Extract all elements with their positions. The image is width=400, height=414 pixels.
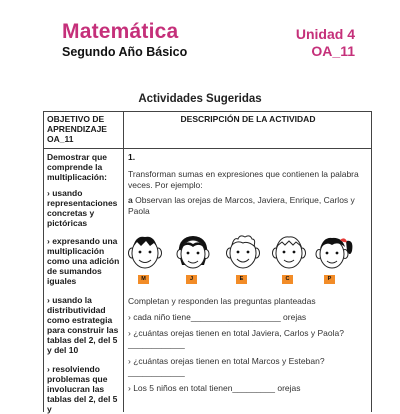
face-paola [314,231,348,283]
objective-intro: Demostrar que comprende la multiplicación: [47,152,107,182]
objective-item: › expresando una multiplicación como una adición de sumandos iguales [47,236,120,286]
faces-illustration [128,231,358,283]
face-badge: M [138,275,149,284]
activity-number: 1. [128,152,136,162]
grade-subtitle: Segundo Año Básico [62,45,188,59]
questions-prompt: Completan y responden las preguntas planteadas [128,296,316,306]
objective-item: › usando la distributividad como estrategia para construir las tablas del 2, del 5 y del 10 [47,295,119,355]
objective-item: › usando representaciones concretas y pictóricas [47,188,118,228]
header-row-divider [44,148,371,149]
face-javiera [176,231,210,283]
face-badge: E [236,275,247,284]
face-badge: P [324,275,335,284]
question-item: › ¿cuántas orejas tienen en total Marcos y Esteban? ____________ [128,356,325,377]
unit-block [296,26,355,60]
girl-face-icon [176,231,210,275]
subject-title: Matemática [62,20,179,43]
activity-instruction: Transforman sumas en expresiones que contienen la palabra veces. Por ejemplo: [128,169,359,190]
objective-code: OA_11 [311,43,355,59]
objective-item: › resolviendo problemas que involucran las tablas del 2, del 5 y [47,364,118,414]
boy-face-icon [128,231,162,275]
boy-face-icon [226,231,260,275]
question-item: › ¿cuántas orejas tienen en total Javiera, Carlos y Paola? ____________ [128,328,344,349]
section-title: Actividades Sugeridas [138,93,262,105]
objective-header: OBJETIVO DE APRENDIZAJE OA_11 [47,114,107,144]
description-header: DESCRIPCIÓN DE LA ACTIVIDAD [180,114,316,124]
activity-example [128,195,366,217]
unit-label: Unidad 4 [295,26,355,42]
question-item: › Los 5 niños en total tienen_________ orejas [128,383,301,393]
example-letter: a [128,195,133,205]
face-enrique [226,231,260,283]
face-marcos [128,231,162,283]
activities-table [43,111,372,412]
face-badge: C [282,275,293,284]
question-item: › cada niño tiene___________________ orejas [128,312,307,322]
boy-face-icon [272,231,306,275]
girl-face-icon [314,231,354,275]
page-header [0,0,400,70]
face-badge: J [186,275,197,284]
example-text: Observan las orejas de Marcos, Javiera, Enrique, Carlos y Paola [128,195,355,216]
face-carlos [272,231,306,283]
